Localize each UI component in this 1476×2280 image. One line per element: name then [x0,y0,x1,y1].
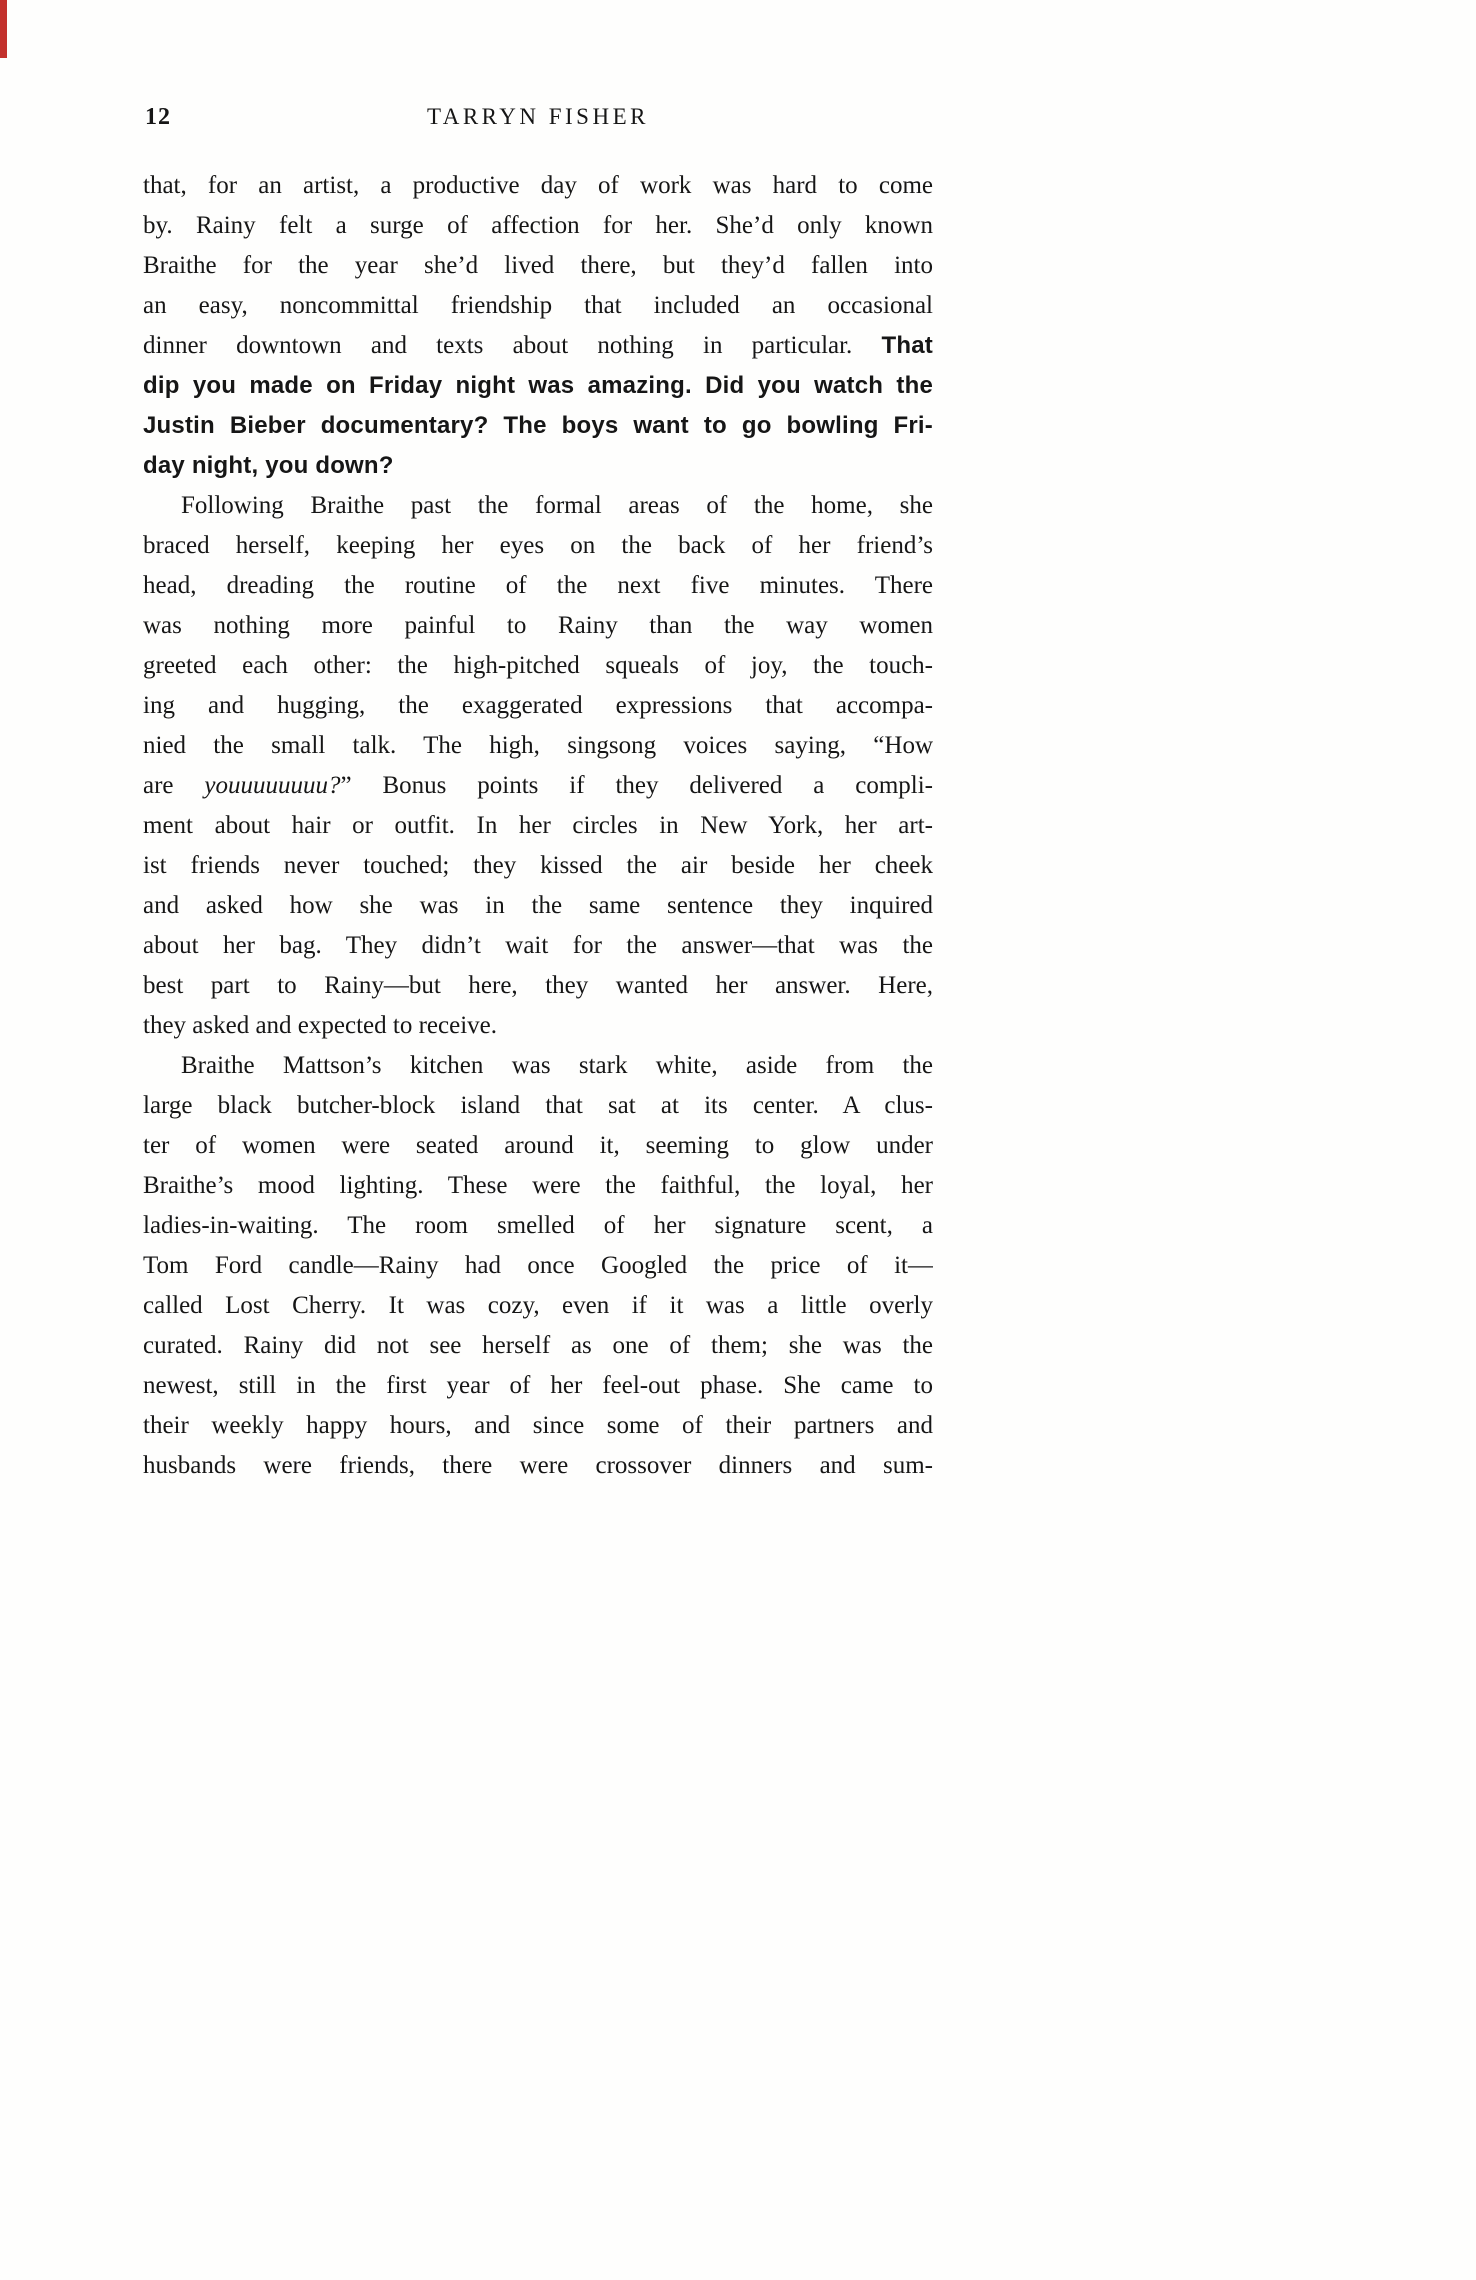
text-line [143,726,933,766]
text-segment-serif: was nothing more painful to Rainy than the way women [143,612,933,639]
text-segment-serif: large black butcher-block island that sat at its center. A clus- [143,1092,933,1119]
text-segment-serif: head, dreading the routine of the next five minutes. There [143,572,933,599]
text-segment-serif: Braithe Mattson’s kitchen was stark white, aside from the [181,1052,933,1079]
scan-artifact-red-strip [0,0,7,58]
text-segment-serif: ing and hugging, the exaggerated expressions that accompa- [143,692,933,719]
text-line [143,406,933,446]
running-header-title: TARRYN FISHER [427,104,649,129]
text-segment-serif: ist friends never touched; they kissed the air beside her cheek [143,852,933,879]
text-segment-serif: ” Bonus points if they delivered a compli- [340,772,933,799]
text-line [143,366,933,406]
text-segment-serif: that, for an artist, a productive day of work was hard to come [143,172,933,199]
text-line [143,166,933,206]
text-segment-serif: an easy, noncommittal friendship that included an occasional [143,292,933,319]
text-line [143,686,933,726]
text-line [143,286,933,326]
text-segment-serif: ter of women were seated around it, seeming to glow under [143,1132,933,1159]
text-line [143,1366,933,1406]
text-line [143,806,933,846]
text-line [143,446,933,486]
text-segment-serif: Braithe’s mood lighting. These were the faithful, the loyal, her [143,1172,933,1199]
text-line [143,246,933,286]
text-segment-message: day night, you down? [143,452,394,479]
text-line [143,1206,933,1246]
text-line [143,1166,933,1206]
text-segment-serif: are [143,772,205,799]
text-segment-message: That [881,332,933,359]
text-line [143,926,933,966]
text-line [143,1246,933,1286]
text-line [143,1406,933,1446]
body-text [143,166,933,1486]
text-segment-message: Justin Bieber documentary? The boys want to go bowling Fri- [143,412,933,439]
text-segment-serif: and asked how she was in the same sentence they inquired [143,892,933,919]
text-segment-serif: husbands were friends, there were crossover dinners and sum- [143,1452,933,1479]
text-line [143,606,933,646]
text-segment-serif: called Lost Cherry. It was cozy, even if it was a little overly [143,1292,933,1319]
text-line [143,646,933,686]
text-segment-serif: greeted each other: the high-pitched squeals of joy, the touch- [143,652,933,679]
text-segment-serif: Tom Ford candle—Rainy had once Googled the price of it— [143,1252,933,1279]
text-segment-serif: ladies-in-waiting. The room smelled of her signature scent, a [143,1212,933,1239]
text-line [143,1446,933,1486]
text-segment-serif: curated. Rainy did not see herself as one of them; she was the [143,1332,933,1359]
text-segment-serif: nied the small talk. The high, singsong voices saying, “How [143,732,933,759]
text-segment-serif: newest, still in the first year of her feel-out phase. She came to [143,1372,933,1399]
page-header [143,104,933,138]
text-segment-serif: ment about hair or outfit. In her circles in New York, her art- [143,812,933,839]
text-line [143,1126,933,1166]
text-line [143,486,933,526]
text-line [143,1086,933,1126]
text-segment-serif: dinner downtown and texts about nothing in particular. [143,332,882,359]
text-line [143,966,933,1006]
page-number: 12 [145,104,171,130]
text-line [143,1326,933,1366]
text-line [143,1046,933,1086]
text-line [143,326,933,366]
text-line [143,1006,933,1046]
text-segment-message: dip you made on Friday night was amazing. Did you watch the [143,372,933,399]
text-segment-serif: Following Braithe past the formal areas of the home, she [181,492,933,519]
text-line [143,846,933,886]
text-line [143,1286,933,1326]
text-segment-serif: best part to Rainy—but here, they wanted her answer. Here, [143,972,933,999]
text-segment-serif: braced herself, keeping her eyes on the back of her friend’s [143,532,933,559]
text-segment-serif: they asked and expected to receive. [143,1012,497,1039]
text-segment-serif: their weekly happy hours, and since some of their partners and [143,1412,933,1439]
text-segment-serif: about her bag. They didn’t wait for the answer—that was the [143,932,933,959]
text-line [143,566,933,606]
text-segment-serif: Braithe for the year she’d lived there, but they’d fallen into [143,252,933,279]
text-segment-italic: youuuuuuuu? [204,772,341,799]
text-line [143,206,933,246]
text-block [143,104,933,1486]
text-line [143,886,933,926]
text-segment-serif: by. Rainy felt a surge of affection for her. She’d only known [143,212,933,239]
text-line [143,766,933,806]
text-line [143,526,933,566]
